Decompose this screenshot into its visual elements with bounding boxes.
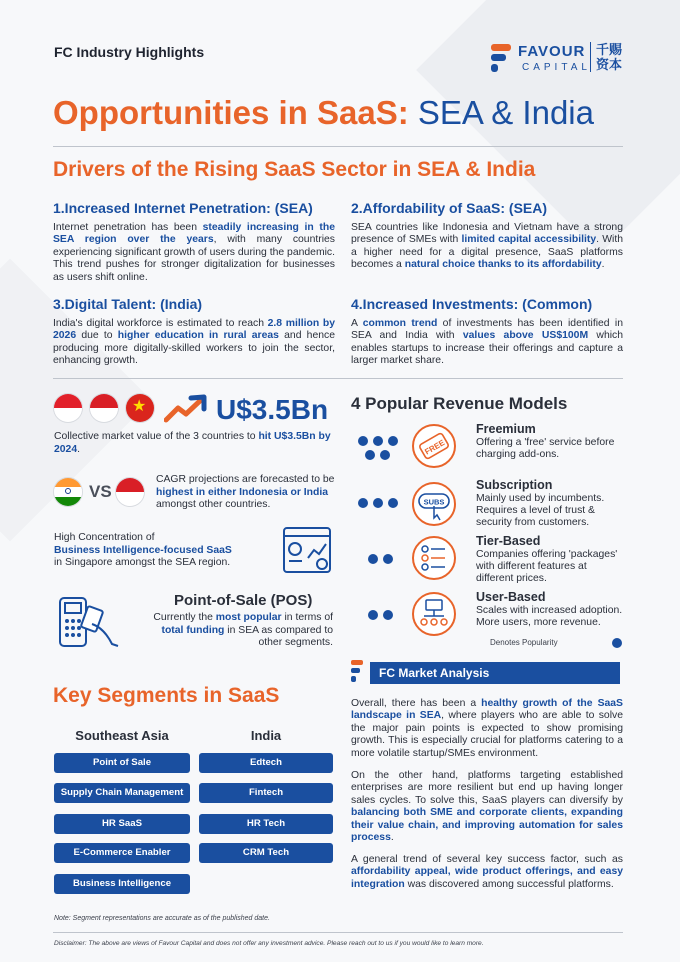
disclaimer: Disclaimer: The above are views of Favour Capital and does not offer any investment advice. Please reach out to us if you would like to learn more. xyxy=(54,940,484,947)
driver-text: SEA countries like Indonesia and Vietnam have a strong presence of SMEs with limited capital accessibility. With a higher need for a digital presence, SaaS platforms becomes a natural choice thanks to its affordability. xyxy=(351,222,623,271)
trend-up-icon xyxy=(164,394,210,424)
driver-text: Internet penetration has been steadily increasing in the SEA region over the years, with many countries experiencing significant growth of users during the pandemic. This trend pushes for stronger digitalization for businesses as users shift online. xyxy=(53,222,335,283)
model-subscription xyxy=(356,476,626,532)
popularity-legend: Denotes Popularity xyxy=(490,638,558,647)
singapore-flag-icon xyxy=(54,394,82,422)
driver-heading: 1.Increased Internet Penetration: (SEA) xyxy=(53,200,313,216)
segment-pill-india: Fintech xyxy=(199,783,333,803)
segment-pill-sea: HR SaaS xyxy=(54,814,190,834)
model-desc: Companies offering 'packages' with different features at different prices. xyxy=(476,549,618,585)
india-flag-icon xyxy=(54,478,82,506)
segment-pill-sea: Business Intelligence xyxy=(54,874,190,894)
analysis-paragraph-2: On the other hand, platforms targeting established enterprises are more resilient but end up having longer sales cycles. To solve this, SaaS players can diversify by balancing both SME and corporate clients, expanding their value chain, and improving automation for sales process. xyxy=(351,770,623,844)
driver-heading: 2.Affordability of SaaS: (SEA) xyxy=(351,200,548,216)
divider xyxy=(53,932,623,933)
sea-column-head: Southeast Asia xyxy=(75,728,169,743)
divider xyxy=(53,146,623,147)
market-analysis-tag: FC Market Analysis xyxy=(370,662,620,684)
logo-mark-icon xyxy=(488,44,512,72)
logo-chinese: 千赐资本 xyxy=(590,42,630,72)
pos-terminal-icon xyxy=(56,594,120,650)
bi-text: High Concentration of Business Intelligence-focused SaaS in Singapore amongst the SEA region. xyxy=(54,532,232,569)
business-intelligence-icon xyxy=(282,526,332,574)
svg-text:SUBS: SUBS xyxy=(423,497,445,507)
pos-title: Point-of-Sale (POS) xyxy=(174,592,313,609)
market-value: U$3.5Bn xyxy=(216,394,329,425)
page-title-primary: Opportunities in SaaS: xyxy=(53,94,409,131)
model-freemium xyxy=(356,420,626,472)
tiers-list-icon xyxy=(412,536,456,580)
model-name: Tier-Based xyxy=(476,534,541,548)
model-desc: Scales with increased adoption. More users, more revenue. xyxy=(476,605,623,629)
model-tier-based xyxy=(356,534,626,586)
segments-title: Key Segments in SaaS xyxy=(53,684,280,707)
segments-note: Note: Segment representations are accurate as of the published date. xyxy=(54,915,270,922)
segment-pill-sea: Supply Chain Management xyxy=(54,783,190,803)
subs-click-icon xyxy=(412,482,456,526)
logo-name: FAVOUR xyxy=(518,43,586,60)
header-tag: FC Industry Highlights xyxy=(54,44,205,60)
pos-text: Currently the most popular in terms of total funding in SEA as compared to other segments. xyxy=(153,612,333,649)
model-desc: Offering a 'free' service before charging add-ons. xyxy=(476,437,615,461)
page-title-secondary: SEA & India xyxy=(408,94,594,131)
favour-capital-logo xyxy=(488,42,638,76)
driver-text: India's digital workforce is estimated to reach 2.8 million by 2026 due to higher education in rural areas and hence producing more digitally-skilled workers to join the sector, enhancing growth. xyxy=(53,318,335,367)
logo-sub: CAPITAL xyxy=(522,62,591,73)
indonesia-flag-icon xyxy=(90,394,118,422)
free-tag-icon xyxy=(412,424,456,468)
divider xyxy=(53,378,623,379)
segment-pill-india: Edtech xyxy=(199,753,333,773)
model-name: Subscription xyxy=(476,478,553,492)
market-value-text: Collective market value of the 3 countries to hit U$3.5Bn by 2024. xyxy=(54,431,331,455)
driver-1 xyxy=(53,200,335,284)
analysis-paragraph-3: A general trend of several key success factor, such as affordability appeal, wide product offerings, and easy integration was discovered among successful platforms. xyxy=(351,854,623,890)
model-name: Freemium xyxy=(476,422,536,436)
vietnam-flag-icon: ★ xyxy=(126,394,154,422)
users-network-icon xyxy=(412,592,456,636)
driver-4 xyxy=(351,296,623,368)
versus-label: VS xyxy=(89,482,112,501)
analysis-paragraph-1: Overall, there has been a healthy growth of the SaaS landscape in SEA, where players who are able to solve the major pain points is expected to show promising growth. This is especially crucial for platforms catering to a more volatile startup/SMEs environment. xyxy=(351,698,623,759)
cagr-text: CAGR projections are forecasted to be highest in either Indonesia or India amongst other countries. xyxy=(156,474,335,511)
india-column-head: India xyxy=(250,728,282,743)
segment-pill-india: HR Tech xyxy=(199,814,333,834)
model-user-based xyxy=(356,590,626,640)
model-name: User-Based xyxy=(476,590,546,604)
indonesia-flag-icon xyxy=(116,478,144,506)
segment-pill-sea: Point of Sale xyxy=(54,753,190,773)
driver-text: A common trend of investments has been identified in SEA and India with values above US$100M which enables startups to increase their offerings and capture a larger market share. xyxy=(351,318,623,367)
model-desc: Mainly used by incumbents. Requires a level of trust & security from customers. xyxy=(476,493,605,529)
page-title xyxy=(53,94,594,132)
driver-heading: 4.Increased Investments: (Common) xyxy=(351,296,593,312)
popularity-legend-dot xyxy=(612,638,622,648)
svg-text:FREE: FREE xyxy=(423,438,447,457)
segment-pill-sea: E-Commerce Enabler xyxy=(54,843,190,863)
fc-mini-logo-icon xyxy=(351,660,364,684)
driver-2 xyxy=(351,200,623,272)
segment-pill-india: CRM Tech xyxy=(199,843,333,863)
drivers-title: Drivers of the Rising SaaS Sector in SEA & India xyxy=(53,158,536,181)
revenue-models-title: 4 Popular Revenue Models xyxy=(351,394,568,413)
driver-3 xyxy=(53,296,335,368)
driver-heading: 3.Digital Talent: (India) xyxy=(53,296,203,312)
